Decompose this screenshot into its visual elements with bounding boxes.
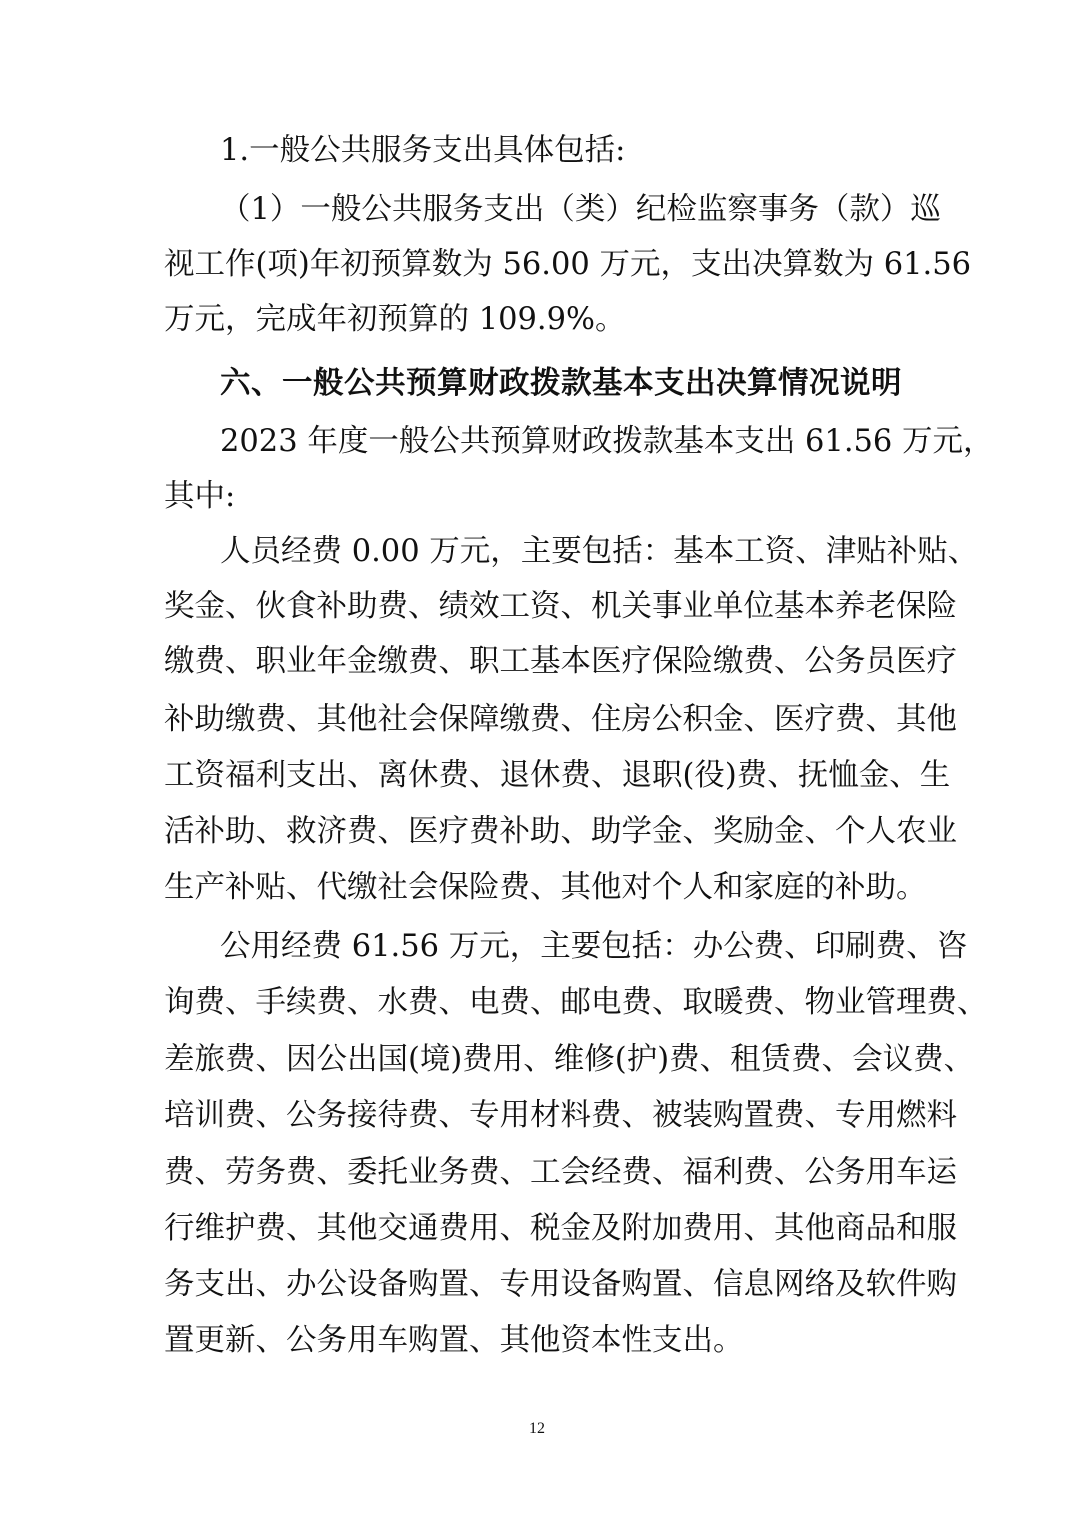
paragraph-line: 费、劳务费、委托业务费、工会经费、福利费、公务用车运 (164, 1155, 957, 1190)
paragraph-line: 置更新、公务用车购置、其他资本性支出。 (164, 1323, 744, 1358)
paragraph-line: 活补助、救济费、医疗费补助、助学金、奖励金、个人农业 (164, 814, 957, 849)
paragraph-line: 务支出、办公设备购置、专用设备购置、信息网络及软件购 (164, 1267, 957, 1302)
paragraph-line: 万元，完成年初预算的 109.9%。 (164, 302, 626, 337)
paragraph-line: 奖金、伙食补助费、绩效工资、机关事业单位基本养老保险 (164, 589, 957, 624)
paragraph-line: 差旅费、因公出国(境)费用、维修(护)费、租赁费、会议费、 (164, 1042, 975, 1077)
paragraph-line: 生产补贴、代缴社会保险费、其他对个人和家庭的补助。 (164, 870, 927, 905)
paragraph-line: 公用经费 61.56 万元，主要包括：办公费、印刷费、咨 (220, 929, 968, 964)
paragraph-line: 2023 年度一般公共预算财政拨款基本支出 61.56 万元， (220, 424, 994, 459)
page-number: 12 (529, 1420, 545, 1437)
paragraph-line: 缴费、职业年金缴费、职工基本医疗保险缴费、公务员医疗 (164, 644, 957, 679)
paragraph-line: 人员经费 0.00 万元，主要包括：基本工资、津贴补贴、 (220, 534, 979, 569)
paragraph-line: 补助缴费、其他社会保障缴费、住房公积金、医疗费、其他 (164, 702, 957, 737)
paragraph-line: （1）一般公共服务支出（类）纪检监察事务（款）巡 (220, 192, 941, 227)
paragraph-line: 视工作(项)年初预算数为 56.00 万元，支出决算数为 61.56 (164, 247, 972, 282)
paragraph-line: 行维护费、其他交通费用、税金及附加费用、其他商品和服 (164, 1211, 957, 1246)
paragraph-line: 培训费、公务接待费、专用材料费、被装购置费、专用燃料 (164, 1098, 957, 1133)
paragraph-line: 询费、手续费、水费、电费、邮电费、取暖费、物业管理费、 (164, 985, 988, 1020)
section-title: 六、一般公共预算财政拨款基本支出决算情况说明 (220, 366, 902, 401)
subsection-heading: 1.一般公共服务支出具体包括: (220, 133, 626, 168)
paragraph-line: 其中: (164, 479, 236, 514)
paragraph-line: 工资福利支出、离休费、退休费、退职(役)费、抚恤金、生 (164, 758, 951, 793)
